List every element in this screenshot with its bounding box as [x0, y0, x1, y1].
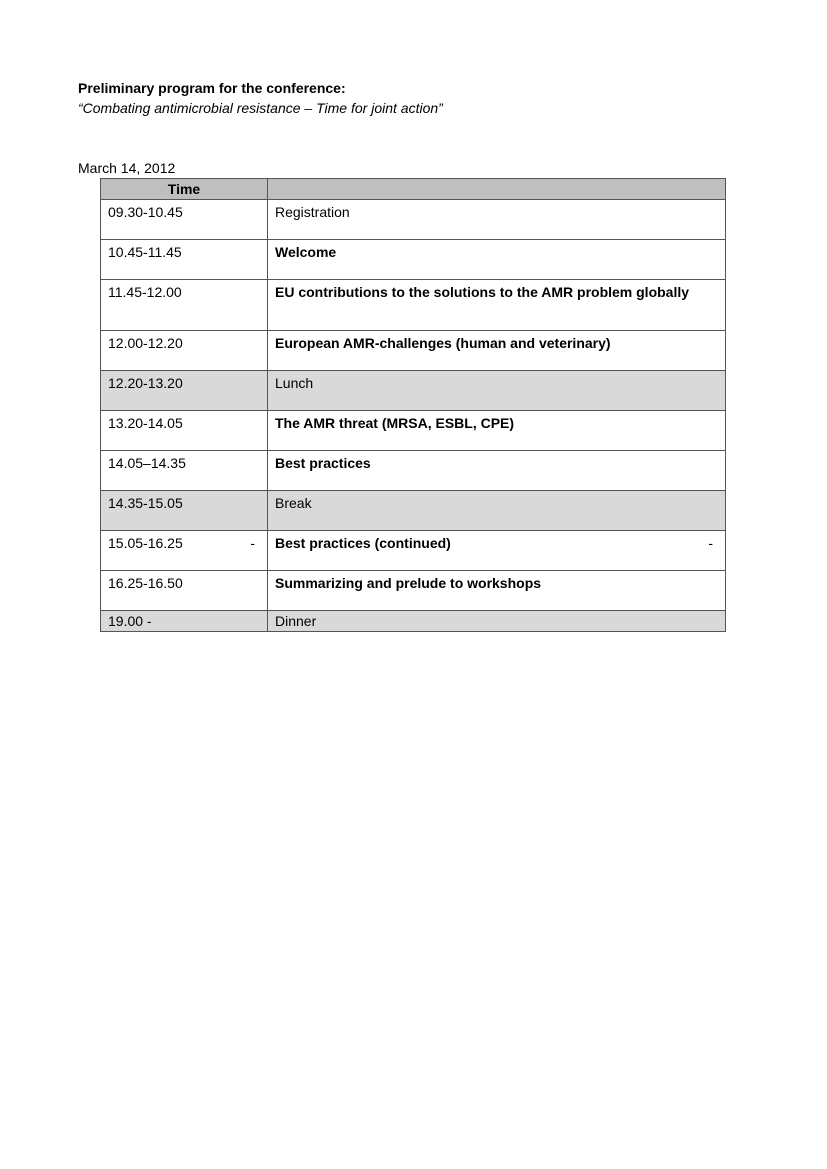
event-text: EU contributions to the solutions to the AMR problem globally: [275, 284, 690, 300]
program-date: March 14, 2012: [78, 160, 176, 176]
table-row: [101, 371, 726, 411]
table-row: [101, 491, 726, 531]
table-row: [101, 531, 726, 571]
time-cell: [101, 451, 268, 491]
time-slot-text: 14.35-15.05: [108, 495, 183, 511]
time-slot-text: 19.00 -: [108, 613, 152, 629]
event-cell: [268, 371, 726, 411]
event-text: Best practices: [275, 455, 371, 471]
time-cell: [101, 611, 268, 632]
time-slot-text: 11.45-12.00: [108, 284, 182, 300]
event-cell: [268, 451, 726, 491]
event-cell: [268, 240, 726, 280]
time-slot-text: 13.20-14.05: [108, 415, 183, 431]
event-cell: [268, 491, 726, 531]
column-header-event: [268, 179, 726, 200]
table-row: [101, 280, 726, 331]
event-dash-mark: -: [708, 535, 713, 551]
time-cell: [101, 571, 268, 611]
time-cell: [101, 240, 268, 280]
document-title: Preliminary program for the conference:: [78, 80, 346, 96]
table-row: [101, 571, 726, 611]
event-text: Registration: [275, 204, 350, 220]
table-row: [101, 411, 726, 451]
document-subtitle: “Combating antimicrobial resistance – Time for joint action”: [78, 100, 443, 116]
time-slot-text: 10.45-11.45: [108, 244, 182, 260]
table-header-row: [101, 179, 726, 200]
time-cell: [101, 411, 268, 451]
event-text: Best practices (continued): [275, 535, 451, 551]
time-cell: [101, 371, 268, 411]
time-cell: [101, 200, 268, 240]
time-cell: [101, 280, 268, 331]
event-cell: [268, 611, 726, 632]
time-slot-text: 09.30-10.45: [108, 204, 183, 220]
event-text: Welcome: [275, 244, 337, 260]
schedule-body: [101, 200, 726, 632]
table-row: [101, 611, 726, 632]
table-row: [101, 200, 726, 240]
column-header-time: Time: [101, 179, 268, 200]
event-cell: [268, 571, 726, 611]
page-header: [78, 78, 758, 118]
time-cell: [101, 491, 268, 531]
time-slot-text: 16.25-16.50: [108, 575, 183, 591]
time-slot-text: 15.05-16.25: [108, 535, 183, 551]
program-schedule-table: [100, 178, 726, 632]
table-row: [101, 451, 726, 491]
event-text: The AMR threat (MRSA, ESBL, CPE): [275, 415, 515, 431]
table-row: [101, 331, 726, 371]
time-slot-text: 14.05–14.35: [108, 455, 186, 471]
event-cell: [268, 331, 726, 371]
event-text: Lunch: [275, 375, 314, 391]
event-cell: [268, 411, 726, 451]
time-cell: [101, 531, 268, 571]
table-row: [101, 240, 726, 280]
event-cell: [268, 200, 726, 240]
time-dash-mark: -: [250, 535, 255, 551]
event-text: Summarizing and prelude to workshops: [275, 575, 542, 591]
event-cell: [268, 531, 726, 571]
time-slot-text: 12.20-13.20: [108, 375, 183, 391]
time-cell: [101, 331, 268, 371]
event-text: Dinner: [275, 613, 317, 629]
event-cell: [268, 280, 726, 331]
event-text: European AMR-challenges (human and veterinary): [275, 335, 611, 351]
event-text: Break: [275, 495, 312, 511]
time-slot-text: 12.00-12.20: [108, 335, 183, 351]
